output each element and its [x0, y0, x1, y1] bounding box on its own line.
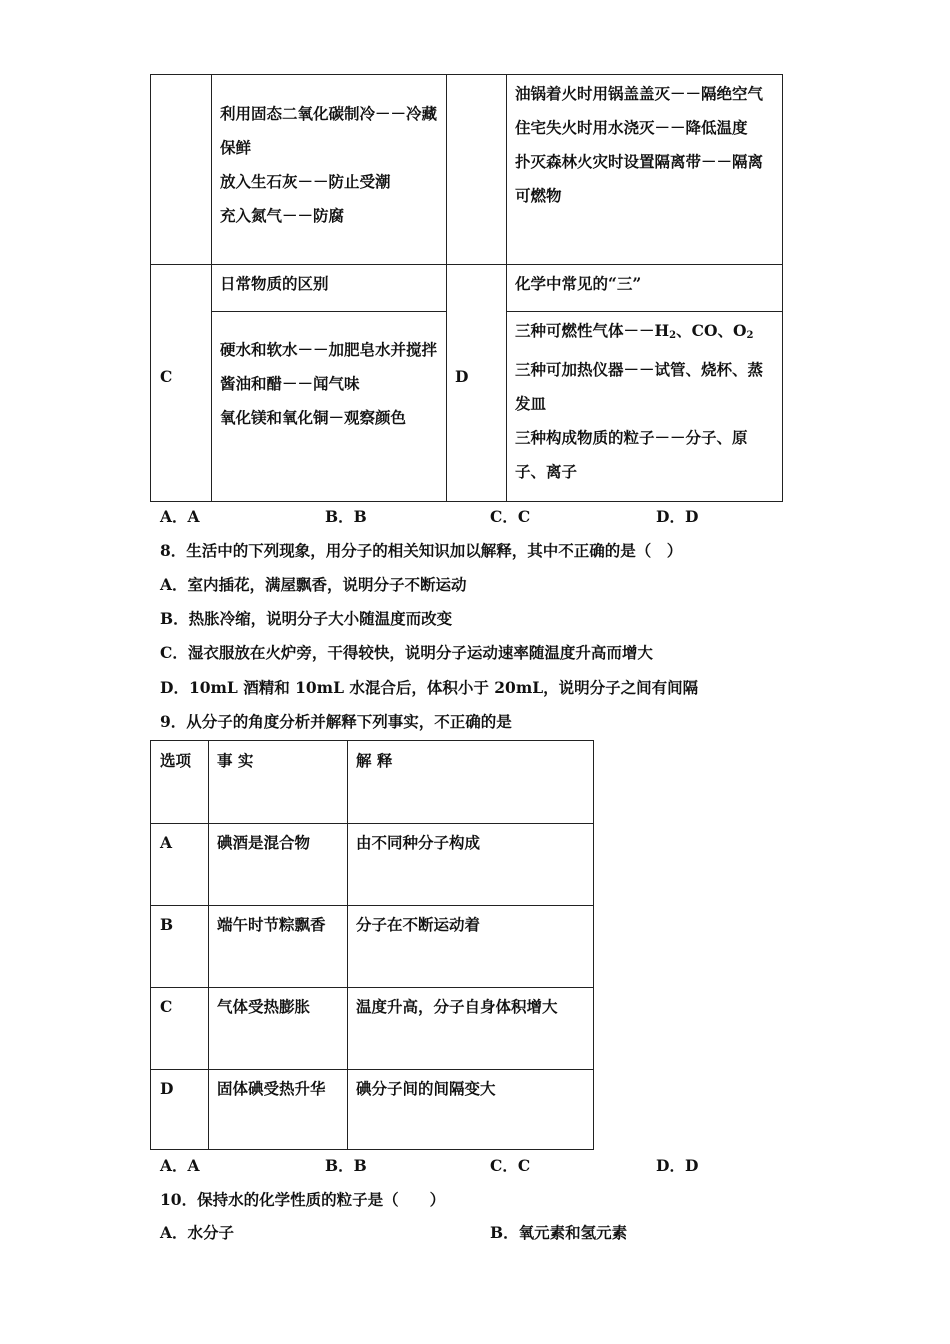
row-a-explanation: 由不同种分子构成 — [356, 833, 481, 852]
subscript: 2 — [746, 330, 754, 341]
row-b-fact: 端午时节粽飘香 — [217, 915, 326, 934]
row-label-d: D — [455, 367, 469, 386]
gases-mid: 、CO、O — [676, 321, 747, 340]
row-b-explanation: 分子在不断运动着 — [356, 915, 481, 934]
cell-line: 硬水和软水－－加肥皂水并搅拌 — [220, 340, 438, 359]
q8-option-b[interactable]: B．热胀冷缩，说明分子大小随温度而改变 — [160, 609, 453, 628]
question-10-stem: 10．保持水的化学性质的粒子是（ ） — [160, 1190, 446, 1209]
table1-row1-left — [220, 97, 442, 233]
cell-line: 利用固态二氧化碳制冷－－冷藏保鲜 — [220, 104, 438, 157]
table1-row1-right — [515, 77, 777, 213]
table1-row2-left-title: 日常物质的区别 — [220, 274, 329, 293]
q9-answer-a[interactable]: A．A — [160, 1156, 200, 1175]
header-fact: 事 实 — [217, 751, 254, 770]
answer-option-b[interactable]: B．B — [325, 507, 367, 526]
cell-line: 三种构成物质的粒子－－分子、原子、离子 — [515, 428, 748, 481]
header-explanation: 解 释 — [356, 751, 393, 770]
divider — [208, 741, 209, 1149]
divider — [211, 311, 446, 312]
q8-option-d[interactable]: D．10mL 酒精和 10mL 水混合后，体积小于 20mL，说明分子之间有间隔 — [160, 678, 699, 697]
gases-line — [515, 314, 777, 353]
divider — [446, 75, 447, 501]
divider — [506, 75, 507, 501]
divider — [211, 75, 212, 501]
q9-answer-c[interactable]: C．C — [490, 1156, 531, 1175]
q9-table — [150, 740, 594, 1150]
divider — [151, 264, 782, 265]
q9-answer-b[interactable]: B．B — [325, 1156, 367, 1175]
cell-line: 三种可加热仪器－－试管、烧杯、蒸发皿 — [515, 360, 764, 413]
q9-answer-d[interactable]: D．D — [656, 1156, 699, 1175]
table1-row2-right-title: 化学中常见的“三” — [515, 274, 642, 293]
row-d-fact: 固体碘受热升华 — [217, 1079, 326, 1098]
q10-option-a[interactable]: A．水分子 — [160, 1223, 235, 1242]
cell-line: 油锅着火时用锅盖盖灭－－隔绝空气 — [515, 84, 764, 103]
q10-option-b[interactable]: B．氧元素和氢元素 — [490, 1223, 628, 1242]
question-8-stem: 8．生活中的下列现象，用分子的相关知识加以解释，其中不正确的是（ ） — [160, 541, 683, 560]
q8-option-c[interactable]: C．湿衣服放在火炉旁，干得较快，说明分子运动速率随温度升高而增大 — [160, 643, 653, 662]
row-c-explanation: 温度升高，分子自身体积增大 — [356, 997, 558, 1016]
row-d-explanation: 碘分子间的间隔变大 — [356, 1079, 496, 1098]
cell-line: 扑灭森林火灾时设置隔离带－－隔离可燃物 — [515, 152, 764, 205]
row-d-option: D — [160, 1079, 174, 1098]
divider — [151, 823, 593, 824]
question-9-stem: 9．从分子的角度分析并解释下列事实，不正确的是 — [160, 712, 512, 731]
divider — [151, 905, 593, 906]
knowledge-table — [150, 74, 783, 502]
table1-row2-right — [515, 314, 777, 489]
row-a-fact: 碘酒是混合物 — [217, 833, 311, 852]
cell-line: 酱油和醋－－闻气味 — [220, 374, 360, 393]
subscript: 2 — [669, 330, 677, 341]
table1-row2-left — [220, 333, 442, 435]
divider — [151, 1069, 593, 1070]
q8-option-a[interactable]: A．室内插花，满屋飘香，说明分子不断运动 — [160, 575, 467, 594]
header-option: 选项 — [160, 751, 192, 770]
row-b-option: B — [160, 915, 174, 934]
divider — [347, 741, 348, 1149]
gases-prefix: 三种可燃性气体－－H — [515, 321, 670, 340]
row-c-fact: 气体受热膨胀 — [217, 997, 311, 1016]
cell-line: 住宅失火时用水浇灭－－降低温度 — [515, 118, 748, 137]
row-label-c: C — [160, 367, 173, 386]
row-a-option: A — [160, 833, 173, 852]
cell-line: 氧化镁和氧化铜－观察颜色 — [220, 408, 407, 427]
answer-option-a[interactable]: A．A — [160, 507, 200, 526]
divider — [506, 311, 782, 312]
answer-option-c[interactable]: C．C — [490, 507, 531, 526]
answer-option-d[interactable]: D．D — [656, 507, 699, 526]
row-c-option: C — [160, 997, 173, 1016]
divider — [151, 987, 593, 988]
cell-line: 放入生石灰－－防止受潮 — [220, 172, 391, 191]
cell-line: 充入氮气－－防腐 — [220, 206, 345, 225]
